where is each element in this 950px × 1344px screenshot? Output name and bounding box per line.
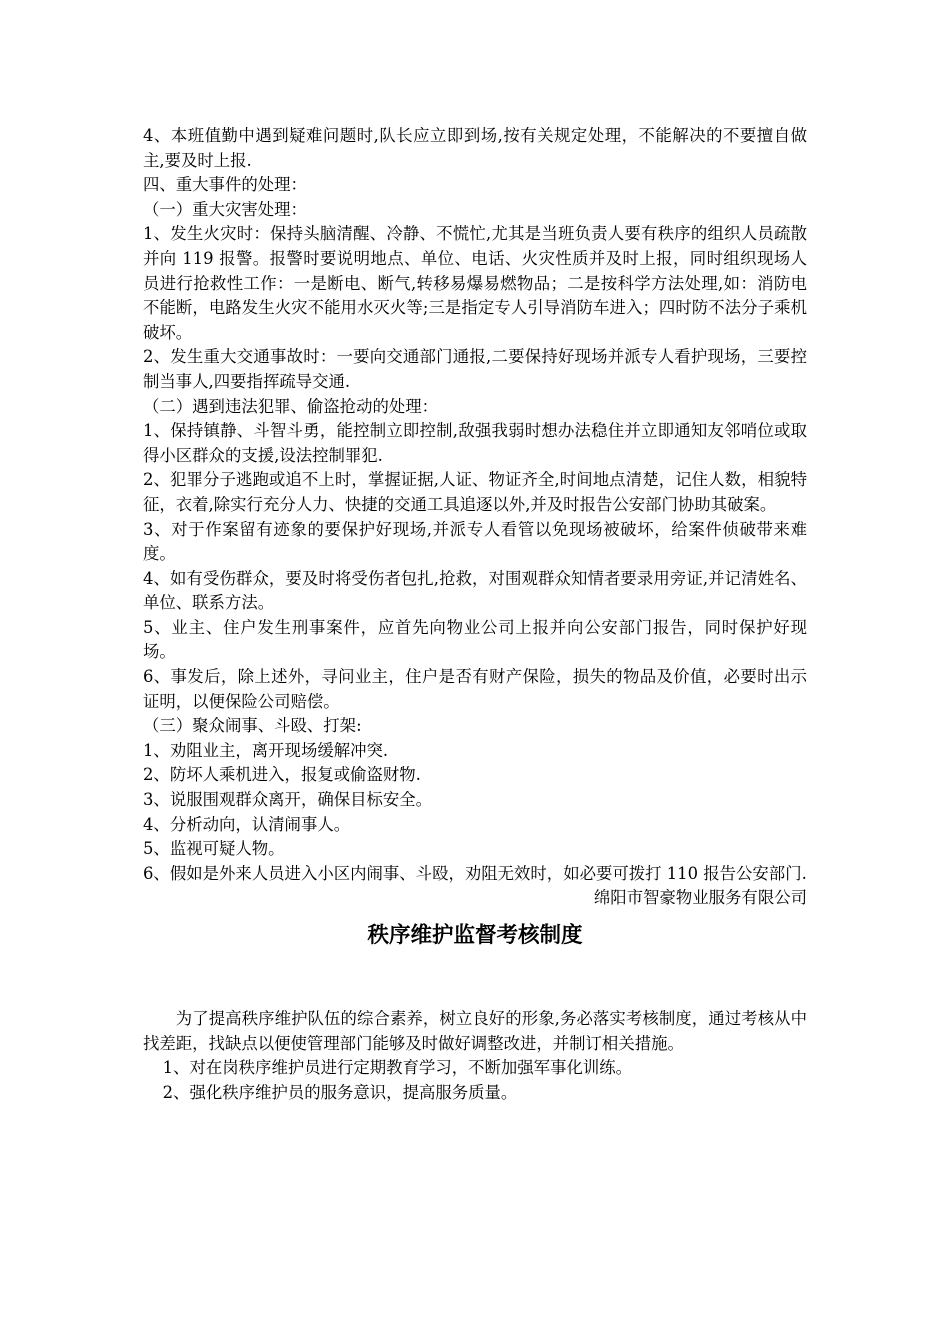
paragraph: 6、事发后，除上述外，寻问业主，住户是否有财产保险，损失的物品及价值，必要时出示证明，以便保险公司赔偿。: [143, 667, 807, 711]
subsection-heading: （三）聚众闹事、斗殴、打架:: [143, 716, 362, 736]
paragraph: 2、犯罪分子逃跑或追不上时，掌握证据,人证、物证齐全,时间地点清楚，记住人数，相貌特征，衣着,除实行充分人力、快捷的交通工具追逐以外,并及时报告公安部门协助其破案。: [143, 470, 807, 514]
list-item: 2、防坏人乘机进入，报复或偷盗财物.: [143, 765, 421, 785]
subsection-heading: （一）重大灾害处理：: [143, 199, 307, 219]
list-item: 6、假如是外来人员进入小区内闹事、斗殴，劝阻无效时，如必要可拨打 110 报告公安部门.: [143, 863, 807, 883]
subsection-heading: （二）遇到违法犯罪、偷盗抢动的处理：: [143, 396, 439, 416]
section-heading: 四、重大事件的处理：: [143, 175, 307, 195]
paragraph: 1、保持镇静、斗智斗勇，能控制立即控制,敌强我弱时想办法稳住并立即通知友邻哨位或取得小区群众的支援,设法控制罪犯.: [143, 421, 807, 465]
paragraph: 3、对于作案留有迹象的要保护好现场,并派专人看管以免现场被破坏，给案件侦破带来难度。: [143, 519, 807, 564]
list-item: 1、劝阻业主，离开现场缓解冲突.: [143, 740, 389, 760]
paragraph: 4、如有受伤群众，要及时将受伤者包扎,抢救，对围观群众知情者要录用旁证,并记清姓名、单位、联系方法。: [143, 568, 807, 613]
paragraph: 5、业主、住户发生刑事案件，应首先向物业公司上报并向公安部门报告，同时保护好现场。: [143, 617, 807, 662]
paragraph: 4、本班值勤中遇到疑难问题时,队长应立即到场,按有关规定处理，不能解决的不要擅自做主,要及时上报.: [143, 126, 807, 170]
list-item: 4、分析动向，认清闹事人。: [143, 814, 351, 834]
spacer: [143, 951, 807, 1007]
paragraph: 2、发生重大交通事故时：一要向交通部门通报,二要保持好现场并派专人看护现场，三要控制当事人,四要指挥疏导交通.: [143, 347, 807, 391]
list-item: 2、强化秩序维护员的服务意识，提高服务质量。: [162, 1082, 518, 1102]
list-item: 5、监视可疑人物。: [143, 839, 285, 859]
list-item: 3、说服围观群众离开，确保目标安全。: [143, 790, 433, 810]
paragraph: 1、发生火灾时：保持头脑清醒、冷静、不慌忙,尤其是当班负责人要有秩序的组织人员疏散并向 119 报警。报警时要说明地点、单位、电话、火灾性质并及时上报，同时组织现场人员进行抢救性工作：一是断电、断气,转移易爆易燃物品；二是按科学方法处理,如：消防电不能断，电路发生火灾不能用水灭火等;三是指定专人引导消防车进入；四时防不法分子乘机破坏。: [143, 224, 807, 342]
list-item: 1、对在岗秩序维护员进行定期教育学习，不断加强军事化训练。: [162, 1058, 633, 1078]
document-title: 秩序维护监督考核制度: [367, 923, 583, 948]
intro-paragraph: 为了提高秩序维护队伍的综合素养，树立良好的形象,务必落实考核制度，通过考核从中找差距，找缺点以便使管理部门能够及时做好调整改进，并制订相关措施。: [143, 1009, 807, 1053]
company-signature: 绵阳市智豪物业服务有限公司: [593, 888, 807, 908]
document-page: [143, 124, 807, 1105]
